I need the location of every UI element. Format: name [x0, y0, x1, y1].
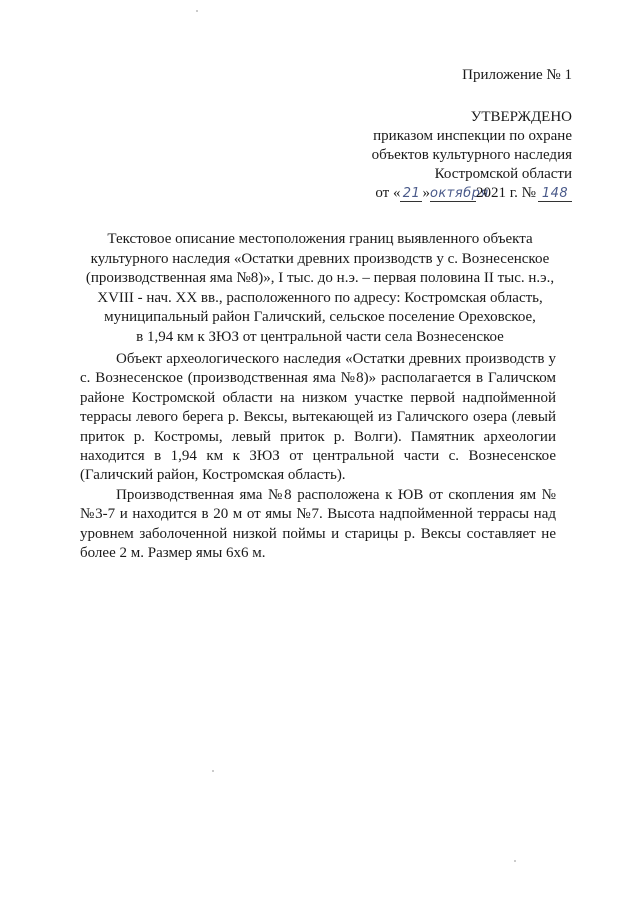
title-line: XVIII - нач. XX вв., расположенного по адресу: Костромская область,	[97, 289, 543, 306]
order-date-line	[372, 184, 572, 203]
body-paragraph: Объект археологического наследия «Остатки древних производств у с. Вознесенское (производственная яма №8)» располагается в Галичском районе Костромской области на низком участке первой надпойменной террасы левого берега р. Вексы, вытекающей из Галичского озера (левый приток р. Костромы, левый приток р. Волги). Памятник археологии находится в 1,94 км к ЗЮЗ от центральной части с. Вознесенское (Галичский район, Костромская область).	[80, 351, 556, 484]
order-number-handwritten: 148	[538, 186, 572, 202]
document-title	[60, 230, 580, 347]
date-prefix: от «	[375, 185, 401, 201]
title-line: культурного наследия «Остатки древних производств у с. Вознесенское	[90, 250, 550, 267]
scan-speck	[514, 860, 516, 862]
approval-line-2: объектов культурного наследия	[371, 147, 572, 163]
month-handwritten: октября	[429, 186, 489, 201]
document-body	[80, 350, 556, 563]
body-paragraph: Производственная яма №8 расположена к ЮВ от скопления ям №№3-7 и находится в 20 м от ямы №7. Высота надпойменной террасы над уровнем заболоченной низкой поймы и старицы р. Вексы составляет не более 2 м. Размер ямы 6х6 м.	[80, 486, 556, 562]
day-handwritten: 21	[400, 186, 422, 202]
appendix-label: Приложение № 1	[462, 67, 572, 83]
approval-line-1: приказом инспекции по охране	[373, 128, 572, 144]
approval-heading: УТВЕРЖДЕНО	[470, 109, 572, 125]
title-line: муниципальный район Галичский, сельское поселение Ореховское,	[104, 309, 536, 325]
title-line: в 1,94 км к ЗЮЗ от центральной части села Вознесенское	[136, 328, 504, 345]
title-line: (производственная яма №8)», I тыс. до н.э. – первая половина II тыс. н.э.,	[85, 270, 555, 286]
year-suffix: 2021 г. №	[475, 185, 536, 201]
date-mid: »	[422, 185, 430, 201]
approval-line-3: Костромской области	[434, 166, 572, 182]
scan-speck	[212, 770, 214, 772]
title-line: Текстовое описание местоположения границ выявленного объекта	[107, 231, 533, 247]
approval-block	[372, 108, 572, 203]
scan-speck	[196, 10, 198, 12]
